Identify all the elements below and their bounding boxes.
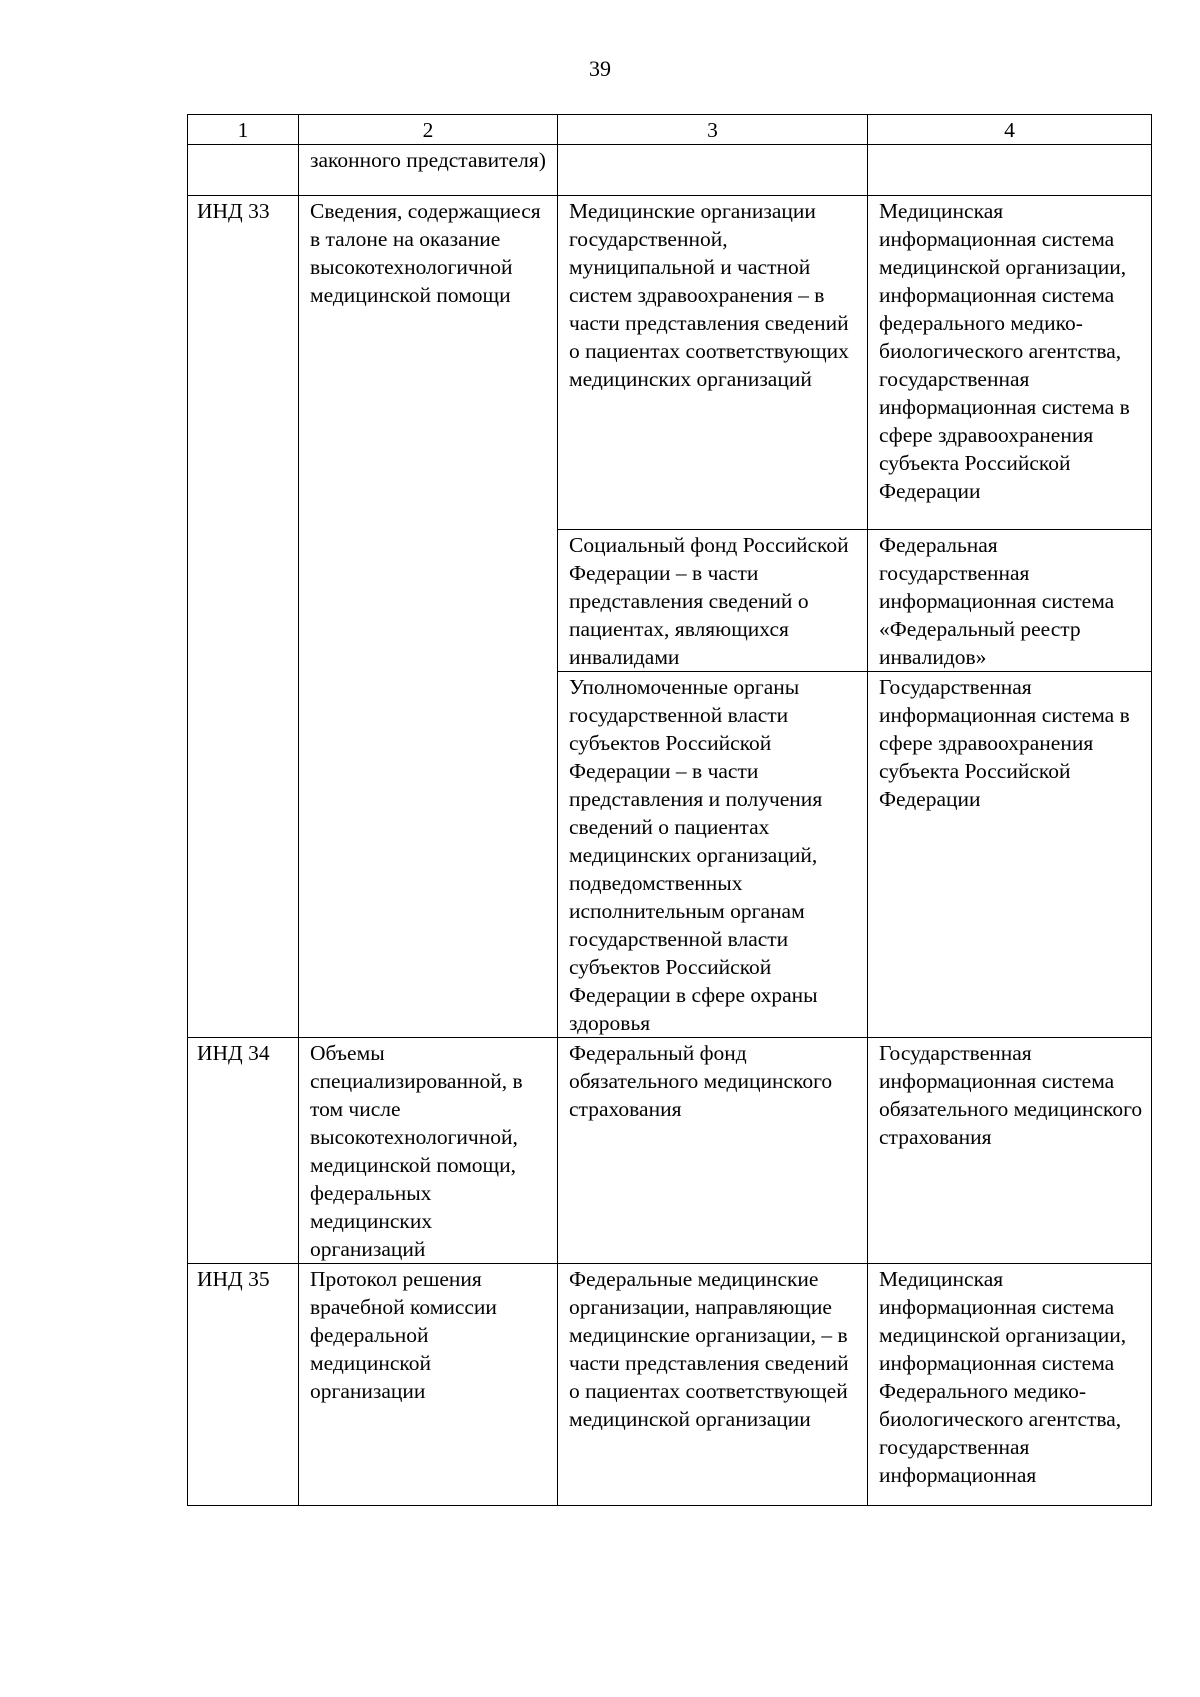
table-row — [188, 145, 1152, 196]
indicator-id-cell: ИНД 34 — [188, 1038, 299, 1264]
information-system-cell: Федеральная государственная информационная система «Федеральный реестр инвалидов» — [868, 530, 1152, 672]
indicator-description-cell: Объемы специализированной, в том числе высокотехнологичной, медицинской помощи, федеральных медицинских организаций — [299, 1038, 558, 1264]
provider-cell: Федеральный фонд обязательного медицинского страхования — [558, 1038, 868, 1264]
column-header: 1 — [188, 115, 299, 145]
information-system-cell — [868, 145, 1152, 196]
provider-cell: Федеральные медицинские организации, направляющие медицинские организации, – в части представления сведений о пациентах соответствующей медицинской организации — [558, 1264, 868, 1506]
information-system-cell: Медицинская информационная система медицинской организации, информационная система Федерального медико-биологического агентства, государственная информационная — [868, 1264, 1152, 1506]
provider-cell: Социальный фонд Российской Федерации – в части представления сведений о пациентах, являющихся инвалидами — [558, 530, 868, 672]
information-system-cell: Медицинская информационная система медицинской организации, информационная система федерального медико-биологического агентства, государственная информационная система в сфере здравоохранения субъекта Российской Федерации — [868, 196, 1152, 530]
indicator-description-cell: законного представителя) — [299, 145, 558, 196]
information-system-cell: Государственная информационная система в сфере здравоохранения субъекта Российской Федерации — [868, 672, 1152, 1038]
indicator-id-cell — [188, 145, 299, 196]
provider-cell: Уполномоченные органы государственной власти субъектов Российской Федерации – в части представления и получения сведений о пациентах медицинских организаций, подведомственных исполнительным органам государственной власти субъектов Российской Федерации в сфере охраны здоровья — [558, 672, 868, 1038]
provider-cell — [558, 145, 868, 196]
indicator-id-cell: ИНД 33 — [188, 196, 299, 1038]
indicator-id-cell: ИНД 35 — [188, 1264, 299, 1506]
column-header: 3 — [558, 115, 868, 145]
table-row — [188, 1264, 1152, 1506]
column-header: 4 — [868, 115, 1152, 145]
page-number: 39 — [589, 56, 611, 81]
column-header: 2 — [299, 115, 558, 145]
registry-table — [187, 114, 1152, 1506]
provider-cell: Медицинские организации государственной, муниципальной и частной систем здравоохранения – в части представления сведений о пациентах соответствующих медицинских организаций — [558, 196, 868, 530]
table-header-row — [188, 115, 1152, 145]
indicator-description-cell: Протокол решения врачебной комиссии федеральной медицинской организации — [299, 1264, 558, 1506]
information-system-cell: Государственная информационная система обязательного медицинского страхования — [868, 1038, 1152, 1264]
indicator-description-cell: Сведения, содержащиеся в талоне на оказание высокотехнологичной медицинской помощи — [299, 196, 558, 1038]
table-row — [188, 196, 1152, 530]
table-row — [188, 1038, 1152, 1264]
